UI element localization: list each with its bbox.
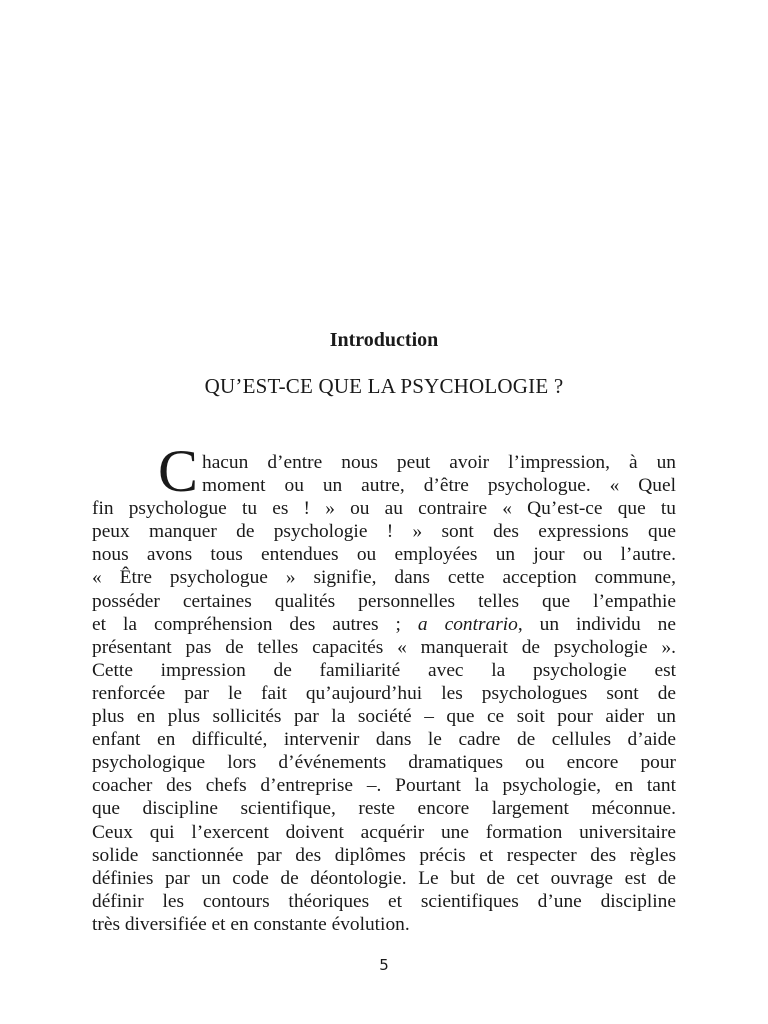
paragraph-line: très diversifiée et en constante évolution.: [92, 913, 410, 935]
paragraph-line: posséder certaines qualités personnelles telles que l’empathie: [92, 590, 676, 612]
paragraph-line: présentant pas de telles capacités « manquerait de psychologie ».: [92, 636, 676, 658]
italic-phrase: a contrario: [417, 613, 518, 635]
paragraph-line: fin psychologue tu es ! » ou au contraire « Qu’est-ce que tu: [92, 498, 676, 520]
paragraph-line: définir les contours théoriques et scientifiques d’une discipline: [92, 890, 676, 912]
intro-paragraph: [92, 438, 676, 936]
chapter-label: Introduction: [329, 329, 439, 351]
paragraph-line: renforcée par le fait qu’aujourd’hui les psychologues sont de: [92, 682, 676, 704]
line-segment: et la compréhension des autres ;: [92, 613, 418, 635]
paragraph-line: moment ou un autre, d’être psychologue. « Quel: [202, 475, 676, 497]
paragraph-line: nous avons tous entendues ou employées un jour ou l’autre.: [92, 544, 676, 566]
paragraph-line: [92, 613, 676, 636]
paragraph-line: plus en plus sollicités par la société – que ce soit pour aider un: [92, 706, 676, 728]
paragraph-line: Ceux qui l’exercent doivent acquérir une formation universitaire: [92, 821, 676, 843]
drop-cap: C: [158, 438, 199, 504]
paragraph-line: enfant en difficulté, intervenir dans le cadre de cellules d’aide: [92, 729, 676, 751]
paragraph-line: psychologique lors d’événements dramatiques ou encore pour: [92, 752, 676, 774]
paragraph-line: définies par un code de déontologie. Le but de cet ouvrage est de: [92, 867, 676, 889]
paragraph-line: coacher des chefs d’entreprise –. Pourtant la psychologie, en tant: [92, 775, 676, 797]
line-segment: , un individu ne: [517, 613, 676, 635]
paragraph-line: solide sanctionnée par des diplômes précis et respecter des règles: [92, 844, 676, 866]
page-number: 5: [379, 956, 389, 974]
paragraph-line: Cette impression de familiarité avec la psychologie est: [92, 659, 676, 681]
paragraph-line: que discipline scientifique, reste encore largement méconnue.: [92, 798, 676, 820]
paragraph-line: « Être psychologue » signifie, dans cette acception commune,: [92, 567, 676, 589]
paragraph-line: hacun d’entre nous peut avoir l’impression, à un: [202, 452, 676, 473]
paragraph-line: peux manquer de psychologie ! » sont des expressions que: [92, 521, 676, 543]
chapter-title: QU’EST-CE QUE LA PSYCHOLOGIE ?: [204, 374, 564, 398]
